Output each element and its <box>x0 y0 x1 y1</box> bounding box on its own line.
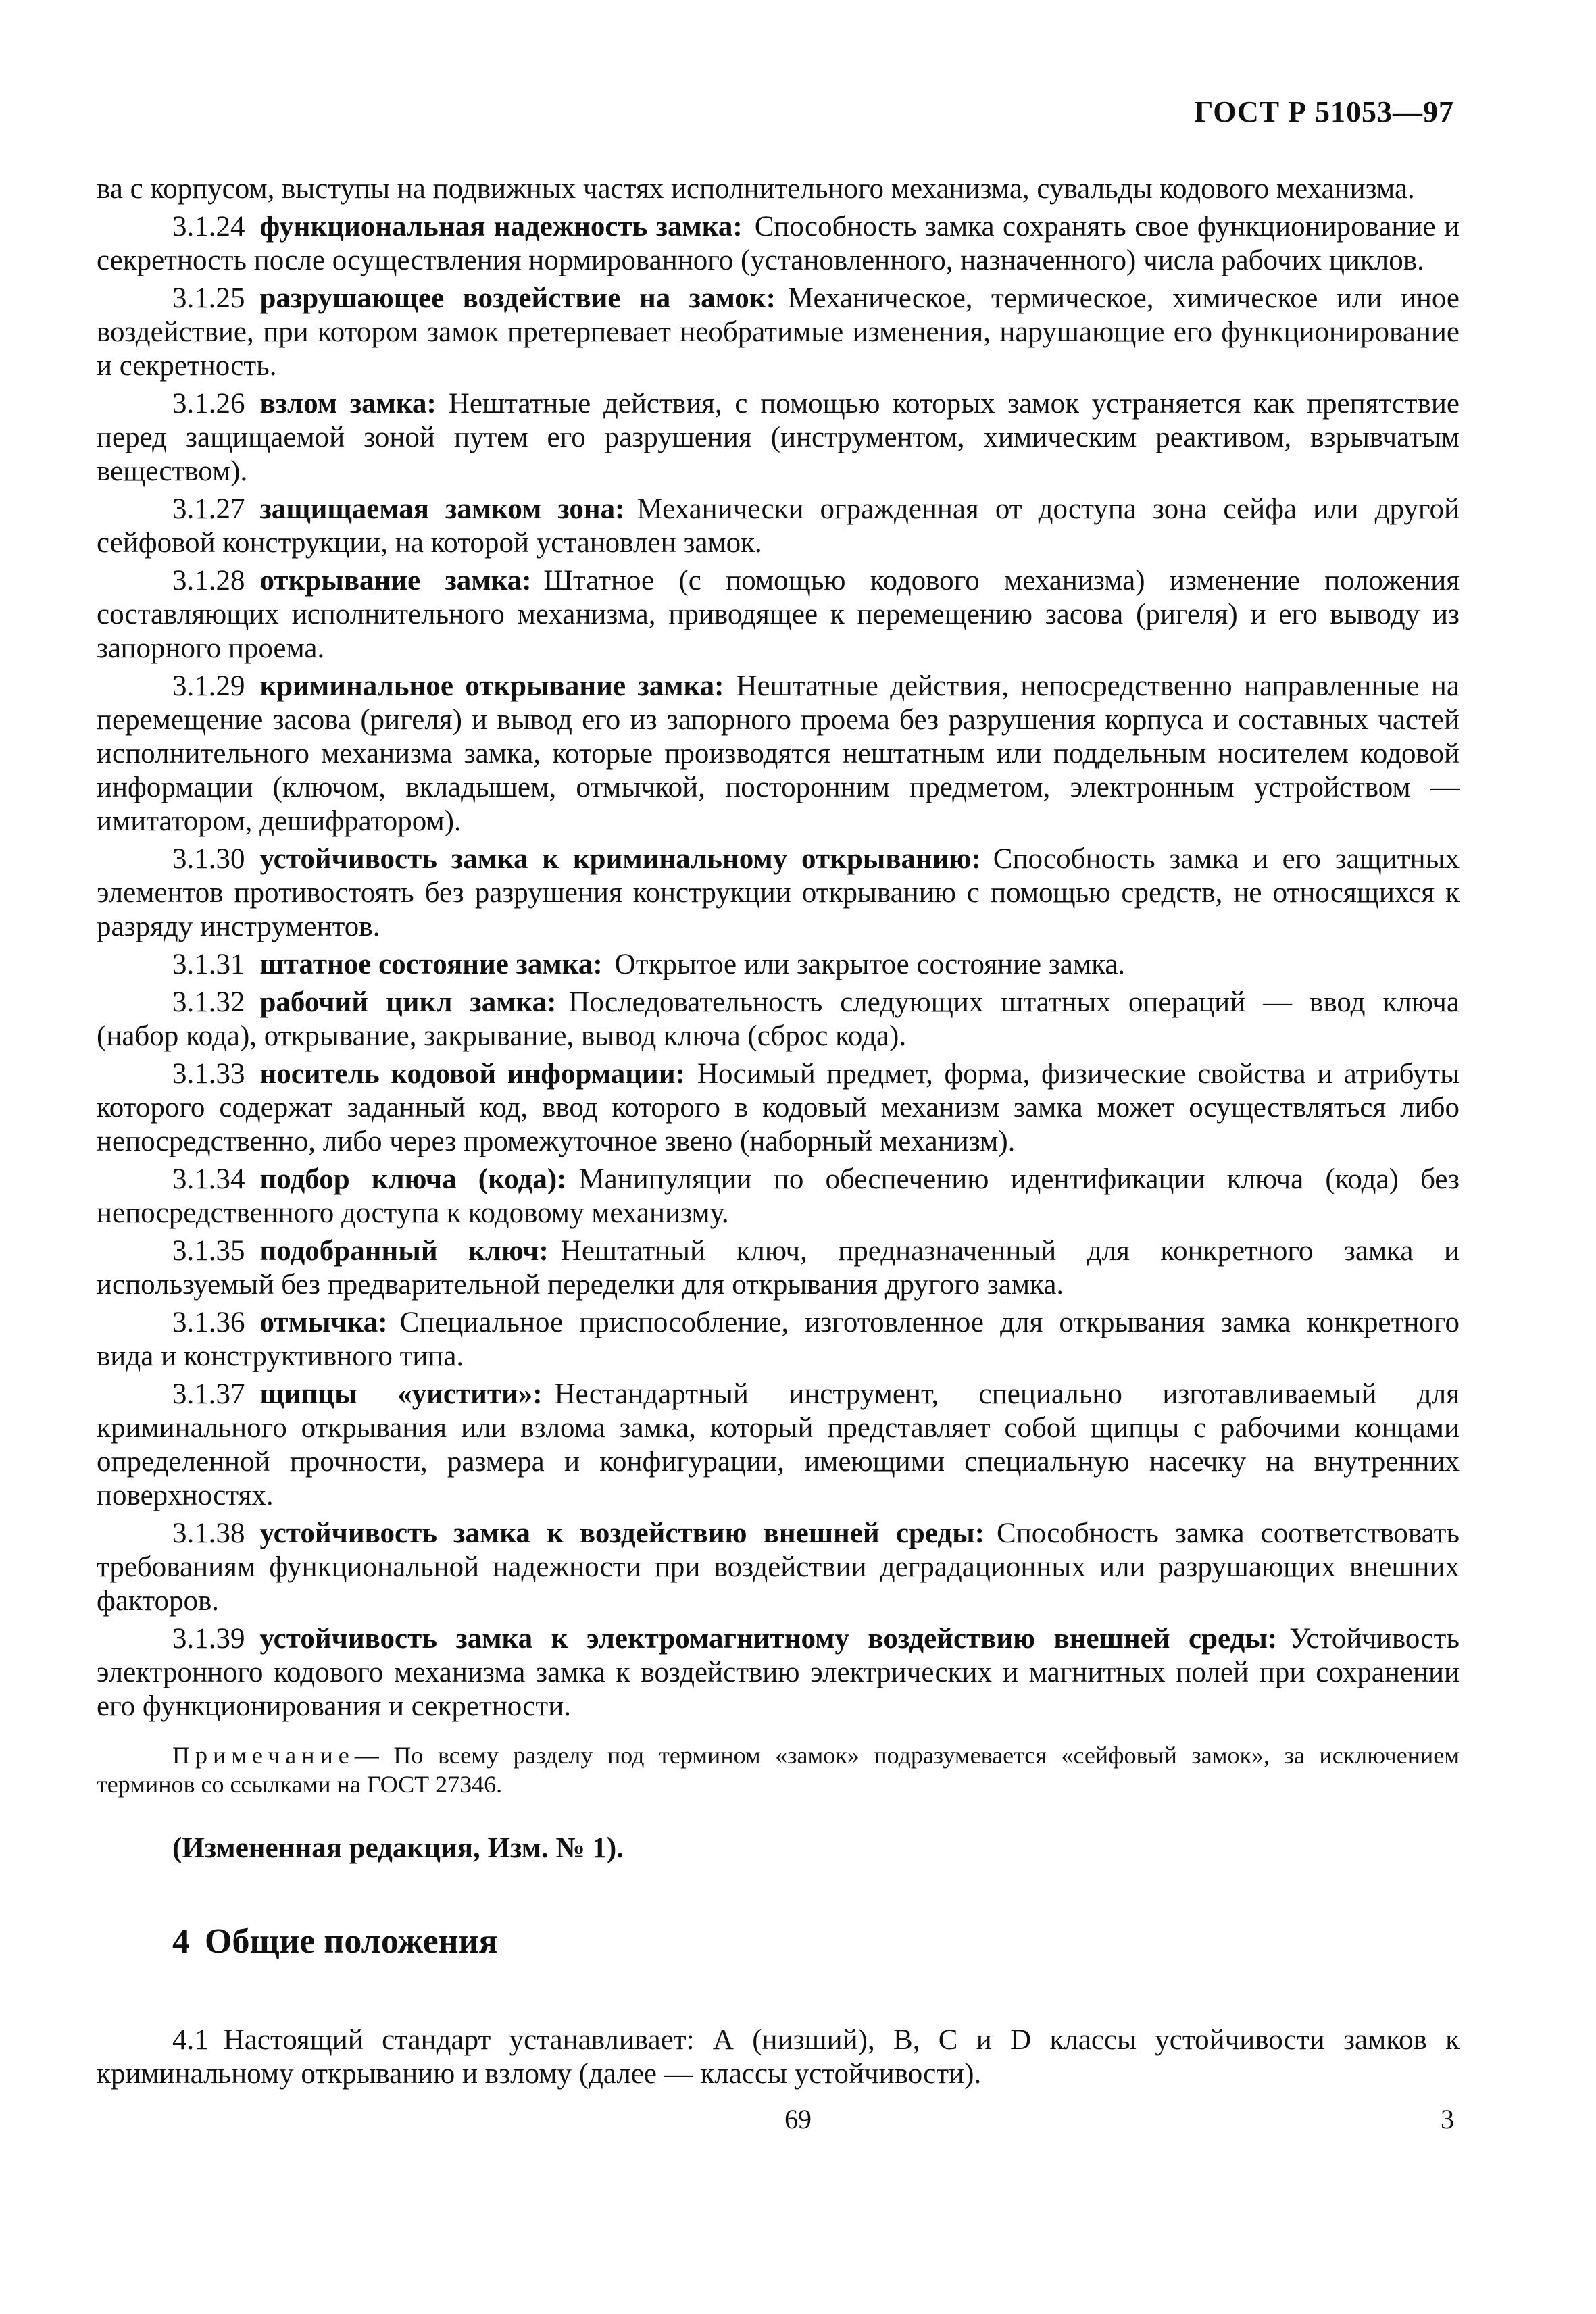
definition-text: Манипуляции по обеспечению идентификации ключа (кода) без непосредственного доступа к кодовому механизму. <box>97 1163 1460 1229</box>
definition-item <box>97 1517 1460 1618</box>
definition-item <box>97 670 1460 838</box>
definition-number: 3.1.27 <box>172 493 245 525</box>
definition-text: Нештатный ключ, предназначенный для конкретного замка и используемый без предварительной переделки для открывания другого замка. <box>97 1235 1460 1301</box>
definition-item <box>97 564 1460 665</box>
definition-term: подбор ключа (кода): <box>259 1163 567 1195</box>
definition-text: Специальное приспособление, изготовленное для открывания замка конкретного вида и конструктивного типа. <box>97 1307 1460 1372</box>
definition-term: разрушающее воздействие на замок: <box>259 282 776 314</box>
definition-item <box>97 493 1460 560</box>
definition-item <box>97 387 1460 488</box>
definition-item <box>97 842 1460 944</box>
note-label: Примечание <box>172 1742 355 1769</box>
definition-number: 3.1.29 <box>172 670 245 702</box>
definition-text: Механически огражденная от доступа зона сейфа или другой сейфовой конструкции, на которой установлен замок. <box>97 493 1460 559</box>
definition-text: Открытое или закрытое состояние замка. <box>614 949 1126 980</box>
definition-item <box>97 1306 1460 1374</box>
section-title: Общие положения <box>205 1922 498 1961</box>
document-body <box>97 172 1460 2095</box>
definition-item <box>97 986 1460 1053</box>
definition-term: открывание замка: <box>259 565 532 597</box>
definition-term: взлом замка: <box>259 388 437 420</box>
definition-term: устойчивость замка к электромагнитному воздействию внешней среды: <box>259 1623 1278 1655</box>
clause-number: 4.1 <box>172 2024 209 2056</box>
definition-number: 3.1.32 <box>172 986 245 1018</box>
definition-item <box>97 282 1460 383</box>
section-number: 4 <box>172 1922 190 1961</box>
continuation-text: ва с корпусом, выступы на подвижных частях исполнительного механизма, сувальды кодового механизма. <box>97 173 1415 205</box>
definition-term: подобранный ключ: <box>259 1235 549 1267</box>
definition-number: 3.1.37 <box>172 1378 245 1410</box>
definition-term: устойчивость замка к криминальному открыванию: <box>259 843 981 875</box>
definition-text: Устойчивость электронного кодового механизма замка к воздействию электрических и магнитных полей при сохранении его функционирования и секретности. <box>97 1623 1460 1722</box>
definition-text: Нестандартный инструмент, специально изготавливаемый для криминального открывания или взлома замка, который представляет собой щипцы с рабочими концами определенной прочности, размера и конфигурации, имеющими специальную насечку на внутренних поверхностях. <box>97 1378 1460 1511</box>
definition-term: щипцы «уистити»: <box>259 1378 543 1410</box>
definition-item <box>97 1378 1460 1513</box>
definition-number: 3.1.34 <box>172 1163 245 1195</box>
definition-number: 3.1.30 <box>172 843 245 875</box>
definition-text: Способность замка и его защитных элементов противостоять без разрушения конструкции открыванию с помощью средств, не относящихся к разряду инструментов. <box>97 843 1460 942</box>
definition-term: функциональная надежность замка: <box>259 211 743 243</box>
definition-item <box>97 1163 1460 1230</box>
definition-text: Способность замка сохранять свое функционирование и секретность после осуществления нормированного (установленного, назначенного) числа рабочих циклов. <box>97 211 1460 276</box>
definition-number: 3.1.25 <box>172 282 245 314</box>
definition-text: Способность замка соответствовать требованиям функциональной надежности при воздействии деградационных или разрушающих внешних факторов. <box>97 1517 1460 1617</box>
page-number-center: 69 <box>784 2104 812 2134</box>
definition-term: штатное состояние замка: <box>259 949 603 980</box>
definition-item <box>97 1234 1460 1302</box>
section-heading <box>97 1922 1460 1961</box>
clause-4-1 <box>97 2023 1460 2091</box>
definition-term: криминальное открывание замка: <box>259 670 724 702</box>
note <box>97 1741 1460 1799</box>
definition-term: отмычка: <box>259 1307 388 1338</box>
definition-text: Нештатные действия, непосредственно направленные на перемещение засова (ригеля) и вывод его из запорного проема без разрушения корпуса и составных частей исполнительного механизма замка, которые производятся нештатным или поддельным носителем кодовой информации (ключом, вкладышем, отмычкой, посторонним предметом, электронным устройством — имитатором, дешифратором). <box>97 670 1460 837</box>
definition-text: Механическое, термическое, химическое или иное воздействие, при котором замок претерпевает необратимые изменения, нарушающие его функционирование и секретность. <box>97 282 1460 382</box>
definition-number: 3.1.39 <box>172 1623 245 1655</box>
definition-number: 3.1.35 <box>172 1235 245 1267</box>
definition-number: 3.1.26 <box>172 388 245 420</box>
definition-term: рабочий цикл замка: <box>259 986 557 1018</box>
definition-number: 3.1.36 <box>172 1307 245 1338</box>
definition-term: носитель кодовой информации: <box>259 1058 685 1090</box>
document-header: ГОСТ Р 51053—97 <box>1194 95 1454 128</box>
definition-item <box>97 1057 1460 1159</box>
definition-number: 3.1.28 <box>172 565 245 597</box>
page-number-right: 3 <box>1441 2104 1454 2134</box>
definitions-list <box>97 210 1460 1724</box>
amendment-note: (Измененная редакция, Изм. № 1). <box>172 1832 624 1864</box>
definition-text: Носимый предмет, форма, физические свойства и атрибуты которого содержат заданный код, ввод которого в кодовый механизм замка может осуществляться либо непосредственно, либо через промежуточное звено (наборный механизм). <box>97 1058 1460 1157</box>
definition-number: 3.1.33 <box>172 1058 245 1090</box>
definition-number: 3.1.38 <box>172 1517 245 1549</box>
definition-item <box>97 1622 1460 1724</box>
definition-text: Нештатные действия, с помощью которых замок устраняется как препятствие перед защищаемой зоной путем его разрушения (инструментом, химическим реактивом, взрывчатым веществом). <box>97 388 1460 487</box>
clause-text: Настоящий стандарт устанавливает: А (низший), В, С и D классы устойчивости замков к криминальному открыванию и взлому (далее — классы устойчивости). <box>97 2024 1460 2090</box>
definition-term: устойчивость замка к воздействию внешней среды: <box>259 1517 985 1549</box>
note-text: — По всему разделу под термином «замок» подразумевается «сейфовый замок», за исключением терминов со ссылками на ГОСТ 27346. <box>97 1742 1460 1798</box>
definition-number: 3.1.24 <box>172 211 245 243</box>
definition-item <box>97 948 1460 982</box>
definition-number: 3.1.31 <box>172 949 245 980</box>
definition-item <box>97 210 1460 278</box>
definition-text: Последовательность следующих штатных операций — ввод ключа (набор кода), открывание, закрывание, вывод ключа (сброс кода). <box>97 986 1460 1052</box>
definition-term: защищаемая замком зона: <box>259 493 625 525</box>
definition-text: Штатное (с помощью кодового механизма) изменение положения составляющих исполнительного механизма, приводящее к перемещению засова (ригеля) и его выводу из запорного проема. <box>97 565 1460 664</box>
